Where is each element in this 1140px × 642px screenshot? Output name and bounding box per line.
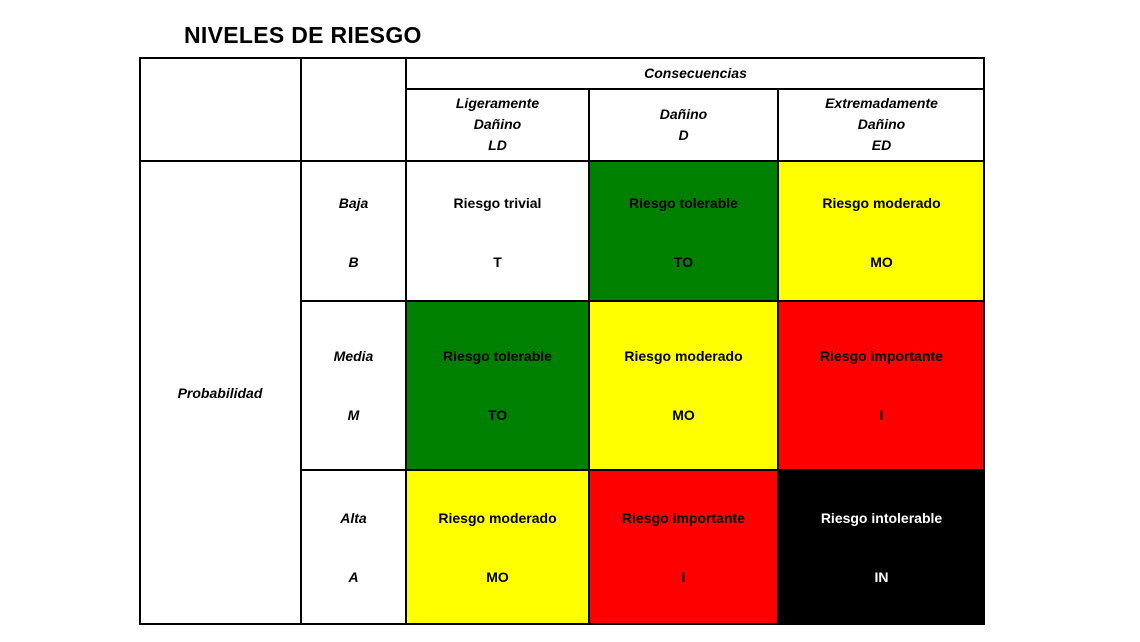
risk-matrix bbox=[139, 57, 985, 625]
consequences-header bbox=[406, 57, 985, 89]
row-label-text: Media bbox=[333, 348, 374, 364]
risk-cell-code: I bbox=[681, 569, 686, 585]
grid-line bbox=[139, 623, 985, 625]
risk-cell-name: Riesgo importante bbox=[820, 348, 943, 364]
grid-line bbox=[406, 88, 985, 90]
risk-cell bbox=[589, 301, 778, 470]
probability-label: Probabilidad bbox=[177, 385, 263, 401]
grid-line bbox=[139, 57, 985, 59]
grid-line bbox=[301, 300, 985, 302]
risk-cell-name: Riesgo intolerable bbox=[820, 510, 943, 526]
column-header-line2: Dañino bbox=[473, 116, 522, 132]
grid-line bbox=[301, 469, 985, 471]
risk-cell-name: Riesgo moderado bbox=[438, 510, 557, 526]
grid-line bbox=[300, 57, 302, 625]
column-header-line1: Ligeramente bbox=[455, 95, 540, 111]
risk-cell-name: Riesgo trivial bbox=[453, 195, 542, 211]
risk-cell bbox=[406, 470, 589, 625]
column-header-line1: Extremadamente bbox=[825, 95, 938, 111]
risk-cell-name: Riesgo tolerable bbox=[629, 195, 738, 211]
row-label-baja bbox=[301, 161, 406, 301]
grid-line bbox=[777, 89, 779, 625]
grid-line bbox=[139, 160, 985, 162]
grid-line bbox=[983, 57, 985, 625]
risk-cell-code: MO bbox=[672, 407, 695, 423]
risk-cell bbox=[406, 161, 589, 301]
risk-cell-code: MO bbox=[486, 569, 509, 585]
risk-cell bbox=[589, 161, 778, 301]
risk-cell-name: Riesgo tolerable bbox=[443, 348, 552, 364]
column-header-code: LD bbox=[488, 137, 507, 153]
risk-cell-code: TO bbox=[673, 254, 694, 270]
grid-line bbox=[405, 57, 407, 625]
row-label-alta bbox=[301, 470, 406, 625]
risk-cell bbox=[406, 301, 589, 470]
risk-cell-code: T bbox=[493, 254, 502, 270]
consequences-label: Consecuencias bbox=[644, 65, 747, 81]
risk-cell bbox=[778, 161, 985, 301]
risk-cell-code: TO bbox=[487, 407, 508, 423]
row-label-text: Alta bbox=[340, 510, 367, 526]
column-header-code: ED bbox=[871, 137, 892, 153]
page-title: NIVELES DE RIESGO bbox=[184, 22, 422, 48]
grid-line bbox=[139, 57, 141, 625]
risk-cell-name: Riesgo moderado bbox=[822, 195, 941, 211]
risk-cell-code: I bbox=[879, 407, 884, 423]
row-label-code: A bbox=[348, 569, 359, 585]
column-header-code: D bbox=[678, 127, 689, 143]
risk-cell bbox=[778, 301, 985, 470]
row-label-media bbox=[301, 301, 406, 470]
risk-cell-code: MO bbox=[870, 254, 893, 270]
column-header-ed bbox=[778, 89, 985, 161]
risk-cell bbox=[589, 470, 778, 625]
risk-cell bbox=[778, 470, 985, 625]
risk-cell-name: Riesgo importante bbox=[622, 510, 745, 526]
risk-cell-name: Riesgo moderado bbox=[624, 348, 743, 364]
column-header-line2: Dañino bbox=[857, 116, 906, 132]
column-header-line2: Dañino bbox=[659, 106, 708, 122]
grid-line bbox=[588, 89, 590, 625]
row-label-text: Baja bbox=[338, 195, 369, 211]
probability-header bbox=[139, 161, 301, 625]
row-label-code: B bbox=[348, 254, 359, 270]
risk-cell-code: IN bbox=[874, 569, 889, 585]
column-header-ld bbox=[406, 89, 589, 161]
row-label-code: M bbox=[347, 407, 360, 423]
column-header-d bbox=[589, 89, 778, 161]
